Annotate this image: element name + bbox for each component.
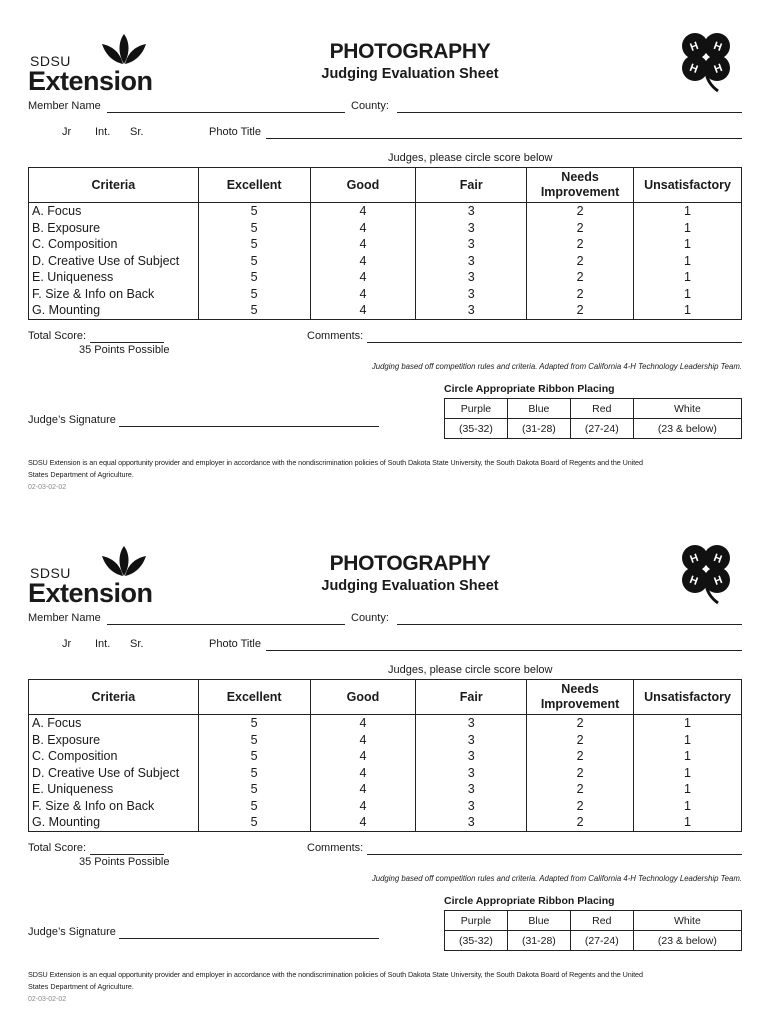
ribbon-range-white: (23 & below) — [633, 419, 741, 439]
criteria-cell: G. Mounting — [32, 815, 101, 830]
score-cell[interactable]: 1 — [634, 269, 742, 286]
table-row — [29, 798, 742, 815]
score-cell[interactable]: 5 — [198, 765, 310, 782]
table-row — [29, 236, 742, 253]
col-good: Good — [310, 168, 416, 203]
score-cell[interactable]: 4 — [310, 748, 416, 765]
member-name-label: Member Name — [28, 612, 101, 624]
score-cell[interactable]: 5 — [198, 814, 310, 831]
title-block — [250, 552, 570, 594]
score-cell[interactable]: 5 — [198, 203, 310, 220]
member-name-field[interactable] — [107, 624, 345, 625]
table-row — [29, 781, 742, 798]
sdsu-extension-logo — [28, 544, 153, 606]
judge-signature-field[interactable] — [119, 426, 379, 427]
division-int[interactable]: Int. — [95, 638, 111, 650]
score-cell[interactable]: 1 — [634, 253, 742, 270]
score-cell[interactable]: 3 — [416, 732, 527, 749]
comments-label: Comments: — [307, 842, 364, 854]
ribbon-white[interactable]: White — [633, 399, 741, 419]
svg-text:H: H — [712, 61, 725, 76]
score-table — [28, 679, 742, 832]
score-cell[interactable]: 4 — [310, 302, 416, 319]
sdsu-extension-logo — [28, 32, 153, 94]
comments-label: Comments: — [307, 330, 364, 342]
score-cell[interactable]: 3 — [416, 781, 527, 798]
score-cell[interactable]: 3 — [416, 253, 527, 270]
points-possible: 35 Points Possible — [79, 344, 170, 356]
county-label: County: — [351, 612, 389, 624]
criteria-cell: E. Uniqueness — [32, 782, 114, 797]
score-table-header — [29, 168, 742, 203]
criteria-cell: C. Composition — [32, 749, 118, 764]
score-cell[interactable]: 1 — [634, 732, 742, 749]
score-cell[interactable]: 3 — [416, 814, 527, 831]
page-subtitle: Judging Evaluation Sheet — [321, 578, 499, 594]
page-title: PHOTOGRAPHY — [329, 552, 491, 575]
score-cell[interactable]: 2 — [527, 781, 634, 798]
division-sr[interactable]: Sr. — [130, 126, 144, 138]
svg-text:H: H — [687, 61, 700, 76]
score-cell[interactable]: 4 — [310, 203, 416, 220]
score-cell[interactable]: 5 — [198, 798, 310, 815]
member-name-field[interactable] — [107, 112, 345, 113]
score-cell[interactable]: 1 — [634, 220, 742, 237]
col-excellent: Excellent — [198, 168, 310, 203]
svg-text:H: H — [688, 39, 701, 54]
judge-signature-field[interactable] — [119, 938, 379, 939]
score-cell[interactable]: 4 — [310, 732, 416, 749]
col-unsatisfactory: Unsatisfactory — [634, 168, 742, 203]
division-int[interactable]: Int. — [95, 126, 111, 138]
score-cell[interactable]: 1 — [634, 765, 742, 782]
ribbon-purple[interactable]: Purple — [445, 911, 508, 931]
comments-field[interactable] — [367, 854, 742, 855]
score-cell[interactable]: 2 — [527, 798, 634, 815]
table-row — [29, 302, 742, 319]
criteria-cell: G. Mounting — [32, 303, 101, 318]
score-cell[interactable]: 2 — [527, 220, 634, 237]
judges-instruction: Judges, please circle score below — [388, 664, 553, 676]
photo-title-label: Photo Title — [209, 638, 261, 650]
col-fair: Fair — [416, 680, 527, 715]
total-score-label: Total Score: — [28, 842, 87, 854]
score-cell[interactable]: 5 — [198, 302, 310, 319]
ribbon-range-purple: (35-32) — [445, 931, 508, 951]
logo-extension-text: Extension — [28, 66, 153, 96]
svg-text:H: H — [688, 551, 701, 566]
score-cell[interactable]: 5 — [198, 781, 310, 798]
ribbon-white[interactable]: White — [633, 911, 741, 931]
ribbon-range-red: (27-24) — [570, 419, 633, 439]
score-cell[interactable]: 3 — [416, 715, 527, 732]
col-criteria: Criteria — [29, 168, 199, 203]
ribbon-range-white: (23 & below) — [633, 931, 741, 951]
criteria-cell: C. Composition — [32, 237, 118, 252]
col-good: Good — [310, 680, 416, 715]
division-jr[interactable]: Jr — [62, 126, 72, 138]
points-possible: 35 Points Possible — [79, 856, 170, 868]
total-score-field[interactable] — [90, 342, 164, 343]
table-row — [29, 286, 742, 303]
table-row — [29, 220, 742, 237]
score-cell[interactable]: 3 — [416, 748, 527, 765]
score-cell[interactable]: 1 — [634, 286, 742, 303]
4h-clover-icon — [673, 28, 739, 94]
score-cell[interactable]: 4 — [310, 715, 416, 732]
logo-sdsu-text: SDSU — [30, 565, 71, 581]
form-code: 02-03-02-02 — [28, 996, 67, 1003]
score-cell[interactable]: 2 — [527, 203, 634, 220]
criteria-cell: D. Creative Use of Subject — [32, 253, 180, 268]
ribbon-red[interactable]: Red — [570, 399, 633, 419]
judge-signature-label: Judge’s Signature — [28, 926, 116, 938]
score-cell[interactable]: 2 — [527, 715, 634, 732]
score-cell[interactable]: 3 — [416, 203, 527, 220]
table-row — [29, 732, 742, 749]
page-title: PHOTOGRAPHY — [329, 40, 491, 63]
score-cell[interactable]: 5 — [198, 253, 310, 270]
ribbon-title: Circle Appropriate Ribbon Placing — [444, 383, 615, 395]
score-cell[interactable]: 5 — [198, 732, 310, 749]
score-cell[interactable]: 1 — [634, 781, 742, 798]
judges-instruction: Judges, please circle score below — [388, 152, 553, 164]
table-row — [29, 765, 742, 782]
col-criteria: Criteria — [29, 680, 199, 715]
ribbon-title: Circle Appropriate Ribbon Placing — [444, 895, 615, 907]
county-label: County: — [351, 100, 389, 112]
adapted-note: Judging based off competition rules and criteria. Adapted from California 4-H Technology Leadership Team. — [371, 362, 742, 371]
total-score-label: Total Score: — [28, 330, 87, 342]
col-needs-improvement: Needs Improvement — [527, 680, 634, 715]
ribbon-blue[interactable]: Blue — [507, 399, 570, 419]
score-cell[interactable]: 5 — [198, 715, 310, 732]
member-name-label: Member Name — [28, 100, 101, 112]
table-row — [29, 748, 742, 765]
col-fair: Fair — [416, 168, 527, 203]
score-table-header — [29, 680, 742, 715]
ribbon-range-blue: (31-28) — [507, 419, 570, 439]
score-cell[interactable]: 3 — [416, 236, 527, 253]
ribbon-purple[interactable]: Purple — [445, 399, 508, 419]
score-cell[interactable]: 5 — [198, 269, 310, 286]
criteria-cell: B. Exposure — [32, 220, 101, 235]
score-cell[interactable]: 2 — [527, 253, 634, 270]
score-cell[interactable]: 4 — [310, 236, 416, 253]
score-cell[interactable]: 1 — [634, 715, 742, 732]
score-cell[interactable]: 3 — [416, 220, 527, 237]
division-sr[interactable]: Sr. — [130, 638, 144, 650]
4h-clover-icon — [673, 540, 739, 606]
ribbon-table — [444, 910, 742, 951]
score-table — [28, 167, 742, 320]
criteria-cell: D. Creative Use of Subject — [32, 765, 180, 780]
logo-sdsu-text: SDSU — [30, 53, 71, 69]
score-cell[interactable]: 4 — [310, 269, 416, 286]
ribbon-blue[interactable]: Blue — [507, 911, 570, 931]
svg-text:H: H — [711, 551, 724, 566]
score-cell[interactable]: 3 — [416, 302, 527, 319]
col-excellent: Excellent — [198, 680, 310, 715]
score-cell[interactable]: 2 — [527, 748, 634, 765]
photo-title-field[interactable] — [266, 650, 742, 651]
photo-title-field[interactable] — [266, 138, 742, 139]
ribbon-range-blue: (31-28) — [507, 931, 570, 951]
score-cell[interactable]: 2 — [527, 286, 634, 303]
score-cell[interactable]: 4 — [310, 220, 416, 237]
svg-text:H: H — [687, 573, 700, 588]
score-cell[interactable]: 3 — [416, 798, 527, 815]
svg-text:H: H — [711, 39, 724, 54]
county-field[interactable] — [397, 624, 742, 625]
disclaimer-line-2: States Department of Agriculture. — [28, 982, 134, 991]
score-cell[interactable]: 4 — [310, 814, 416, 831]
col-unsatisfactory: Unsatisfactory — [634, 680, 742, 715]
score-cell[interactable]: 4 — [310, 781, 416, 798]
title-block — [250, 40, 570, 82]
criteria-cell: A. Focus — [29, 715, 199, 732]
comments-field[interactable] — [367, 342, 742, 343]
ribbon-red[interactable]: Red — [570, 911, 633, 931]
col-needs-improvement: Needs Improvement — [527, 168, 634, 203]
judge-signature-label: Judge’s Signature — [28, 414, 116, 426]
logo-extension-text: Extension — [28, 578, 153, 608]
total-score-field[interactable] — [90, 854, 164, 855]
form-code: 02-03-02-02 — [28, 484, 67, 491]
table-row — [29, 715, 742, 732]
disclaimer-line-1: SDSU Extension is an equal opportunity provider and employer in accordance with the nondiscrimination policies of South Dakota State University, the South Dakota Board of Regents and the United — [28, 458, 643, 467]
table-row — [29, 269, 742, 286]
table-row — [29, 203, 742, 220]
disclaimer — [28, 457, 742, 481]
score-cell[interactable]: 4 — [310, 286, 416, 303]
adapted-note: Judging based off competition rules and criteria. Adapted from California 4-H Technology Leadership Team. — [371, 874, 742, 883]
evaluation-sheet — [0, 20, 770, 520]
ribbon-range-red: (27-24) — [570, 931, 633, 951]
evaluation-sheet — [0, 532, 770, 1032]
disclaimer — [28, 969, 742, 993]
score-cell[interactable]: 4 — [310, 765, 416, 782]
score-cell[interactable]: 5 — [198, 748, 310, 765]
score-cell[interactable]: 1 — [634, 236, 742, 253]
disclaimer-line-2: States Department of Agriculture. — [28, 470, 134, 479]
score-cell[interactable]: 3 — [416, 286, 527, 303]
score-cell[interactable]: 1 — [634, 302, 742, 319]
svg-text:H: H — [712, 573, 725, 588]
score-cell[interactable]: 2 — [527, 269, 634, 286]
score-cell[interactable]: 4 — [310, 253, 416, 270]
score-cell[interactable]: 1 — [634, 814, 742, 831]
score-cell[interactable]: 5 — [198, 236, 310, 253]
score-cell[interactable]: 4 — [310, 798, 416, 815]
criteria-cell: B. Exposure — [32, 732, 101, 747]
criteria-cell: A. Focus — [29, 203, 199, 220]
score-cell[interactable]: 5 — [198, 220, 310, 237]
page-subtitle: Judging Evaluation Sheet — [321, 66, 499, 82]
criteria-cell: F. Size & Info on Back — [32, 286, 155, 301]
leaf-icon — [98, 544, 150, 578]
county-field[interactable] — [397, 112, 742, 113]
score-cell[interactable]: 2 — [527, 732, 634, 749]
score-cell[interactable]: 5 — [198, 286, 310, 303]
score-cell[interactable]: 3 — [416, 765, 527, 782]
score-cell[interactable]: 3 — [416, 269, 527, 286]
table-row — [29, 814, 742, 831]
ribbon-table — [444, 398, 742, 439]
score-cell[interactable]: 1 — [634, 748, 742, 765]
score-cell[interactable]: 1 — [634, 203, 742, 220]
table-row — [29, 253, 742, 270]
score-cell[interactable]: 2 — [527, 814, 634, 831]
score-cell[interactable]: 1 — [634, 798, 742, 815]
score-cell[interactable]: 2 — [527, 302, 634, 319]
ribbon-range-purple: (35-32) — [445, 419, 508, 439]
criteria-cell: F. Size & Info on Back — [32, 798, 155, 813]
division-jr[interactable]: Jr — [62, 638, 72, 650]
disclaimer-line-1: SDSU Extension is an equal opportunity provider and employer in accordance with the nondiscrimination policies of South Dakota State University, the South Dakota Board of Regents and the United — [28, 970, 643, 979]
photo-title-label: Photo Title — [209, 126, 261, 138]
score-cell[interactable]: 2 — [527, 236, 634, 253]
criteria-cell: E. Uniqueness — [32, 270, 114, 285]
score-cell[interactable]: 2 — [527, 765, 634, 782]
leaf-icon — [98, 32, 150, 66]
